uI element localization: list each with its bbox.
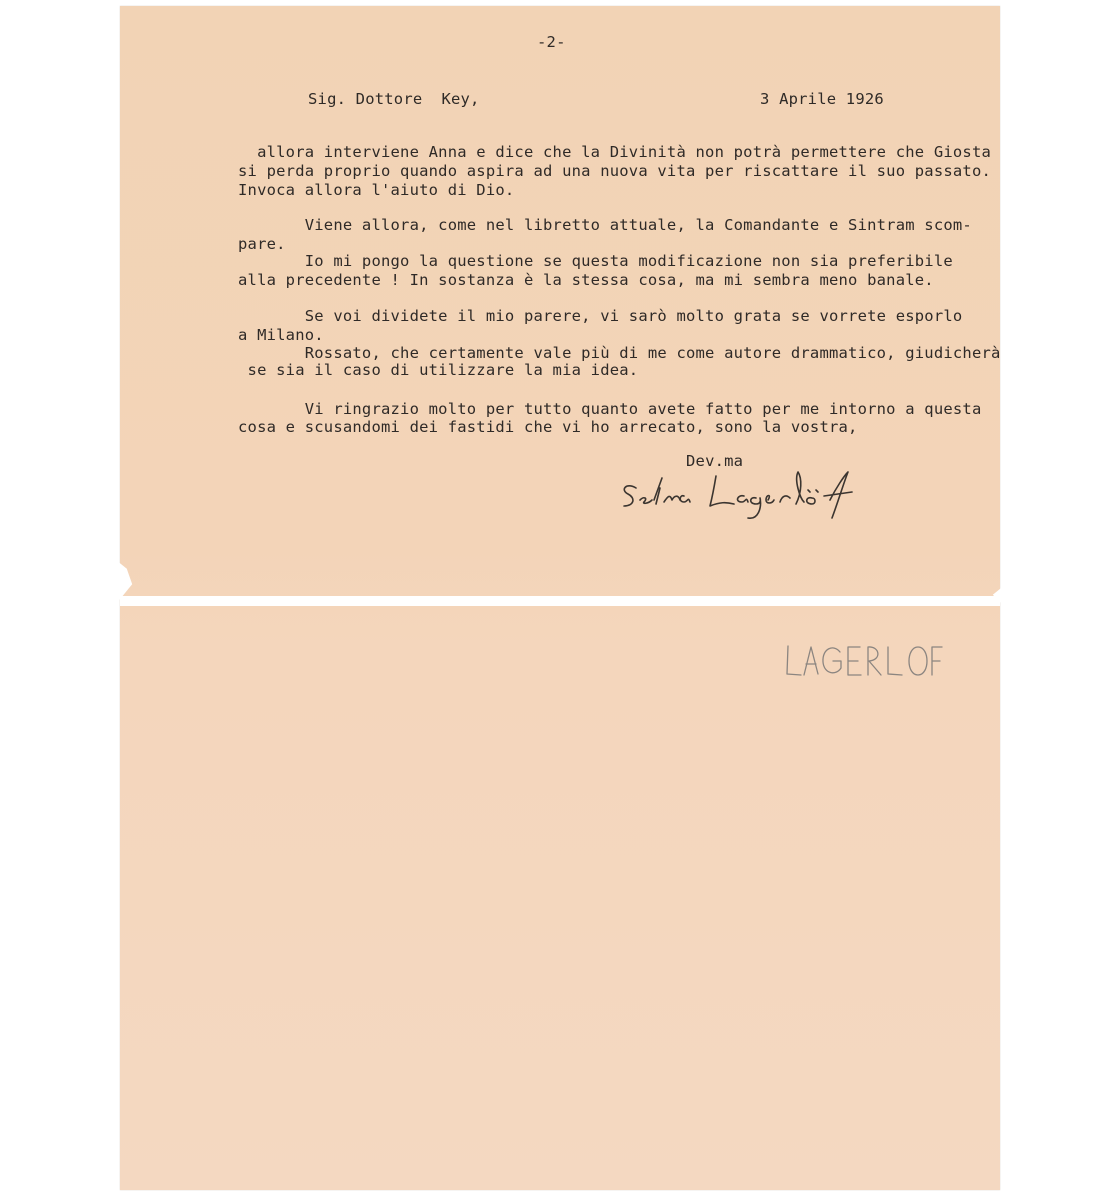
letter-line: a Milano. bbox=[238, 326, 324, 344]
letter-line: Rossato, che certamente vale più di me come autore drammatico, giudicherà bbox=[238, 344, 1001, 362]
salutation: Sig. Dottore Key, bbox=[308, 90, 480, 108]
pencil-annotation-lagerlof bbox=[782, 642, 946, 680]
paper-fold bbox=[120, 596, 1000, 606]
letter-line: si perda proprio quando aspira ad una nuova vita per riscattare il suo passato. bbox=[238, 162, 992, 180]
handwritten-signature bbox=[616, 468, 872, 522]
letter-line: Se voi dividete il mio parere, vi sarò molto grata se vorrete esporlo bbox=[238, 307, 963, 325]
letter-line: Vi ringrazio molto per tutto quanto avete fatto per me intorno a questa bbox=[238, 400, 982, 418]
letter-line: se sia il caso di utilizzare la mia idea. bbox=[238, 361, 639, 379]
letter-line: Io mi pongo la questione se questa modificazione non sia preferibile bbox=[238, 252, 953, 270]
letter-line: pare. bbox=[238, 235, 286, 253]
page-number: -2- bbox=[537, 33, 566, 51]
closing: Dev.ma bbox=[686, 452, 744, 470]
letter-line: Viene allora, come nel libretto attuale, la Comandante e Sintram scom- bbox=[238, 216, 972, 234]
letter-line: allora interviene Anna e dice che la Divinità non potrà permettere che Giosta bbox=[238, 143, 992, 161]
letter-line: cosa e scusandomi dei fastidi che vi ho arrecato, sono la vostra, bbox=[238, 418, 858, 436]
letter-line: Invoca allora l'aiuto di Dio. bbox=[238, 181, 515, 199]
letter-line: alla precedente ! In sostanza è la stessa cosa, ma mi sembra meno banale. bbox=[238, 271, 934, 289]
letter-date: 3 Aprile 1926 bbox=[760, 90, 884, 108]
